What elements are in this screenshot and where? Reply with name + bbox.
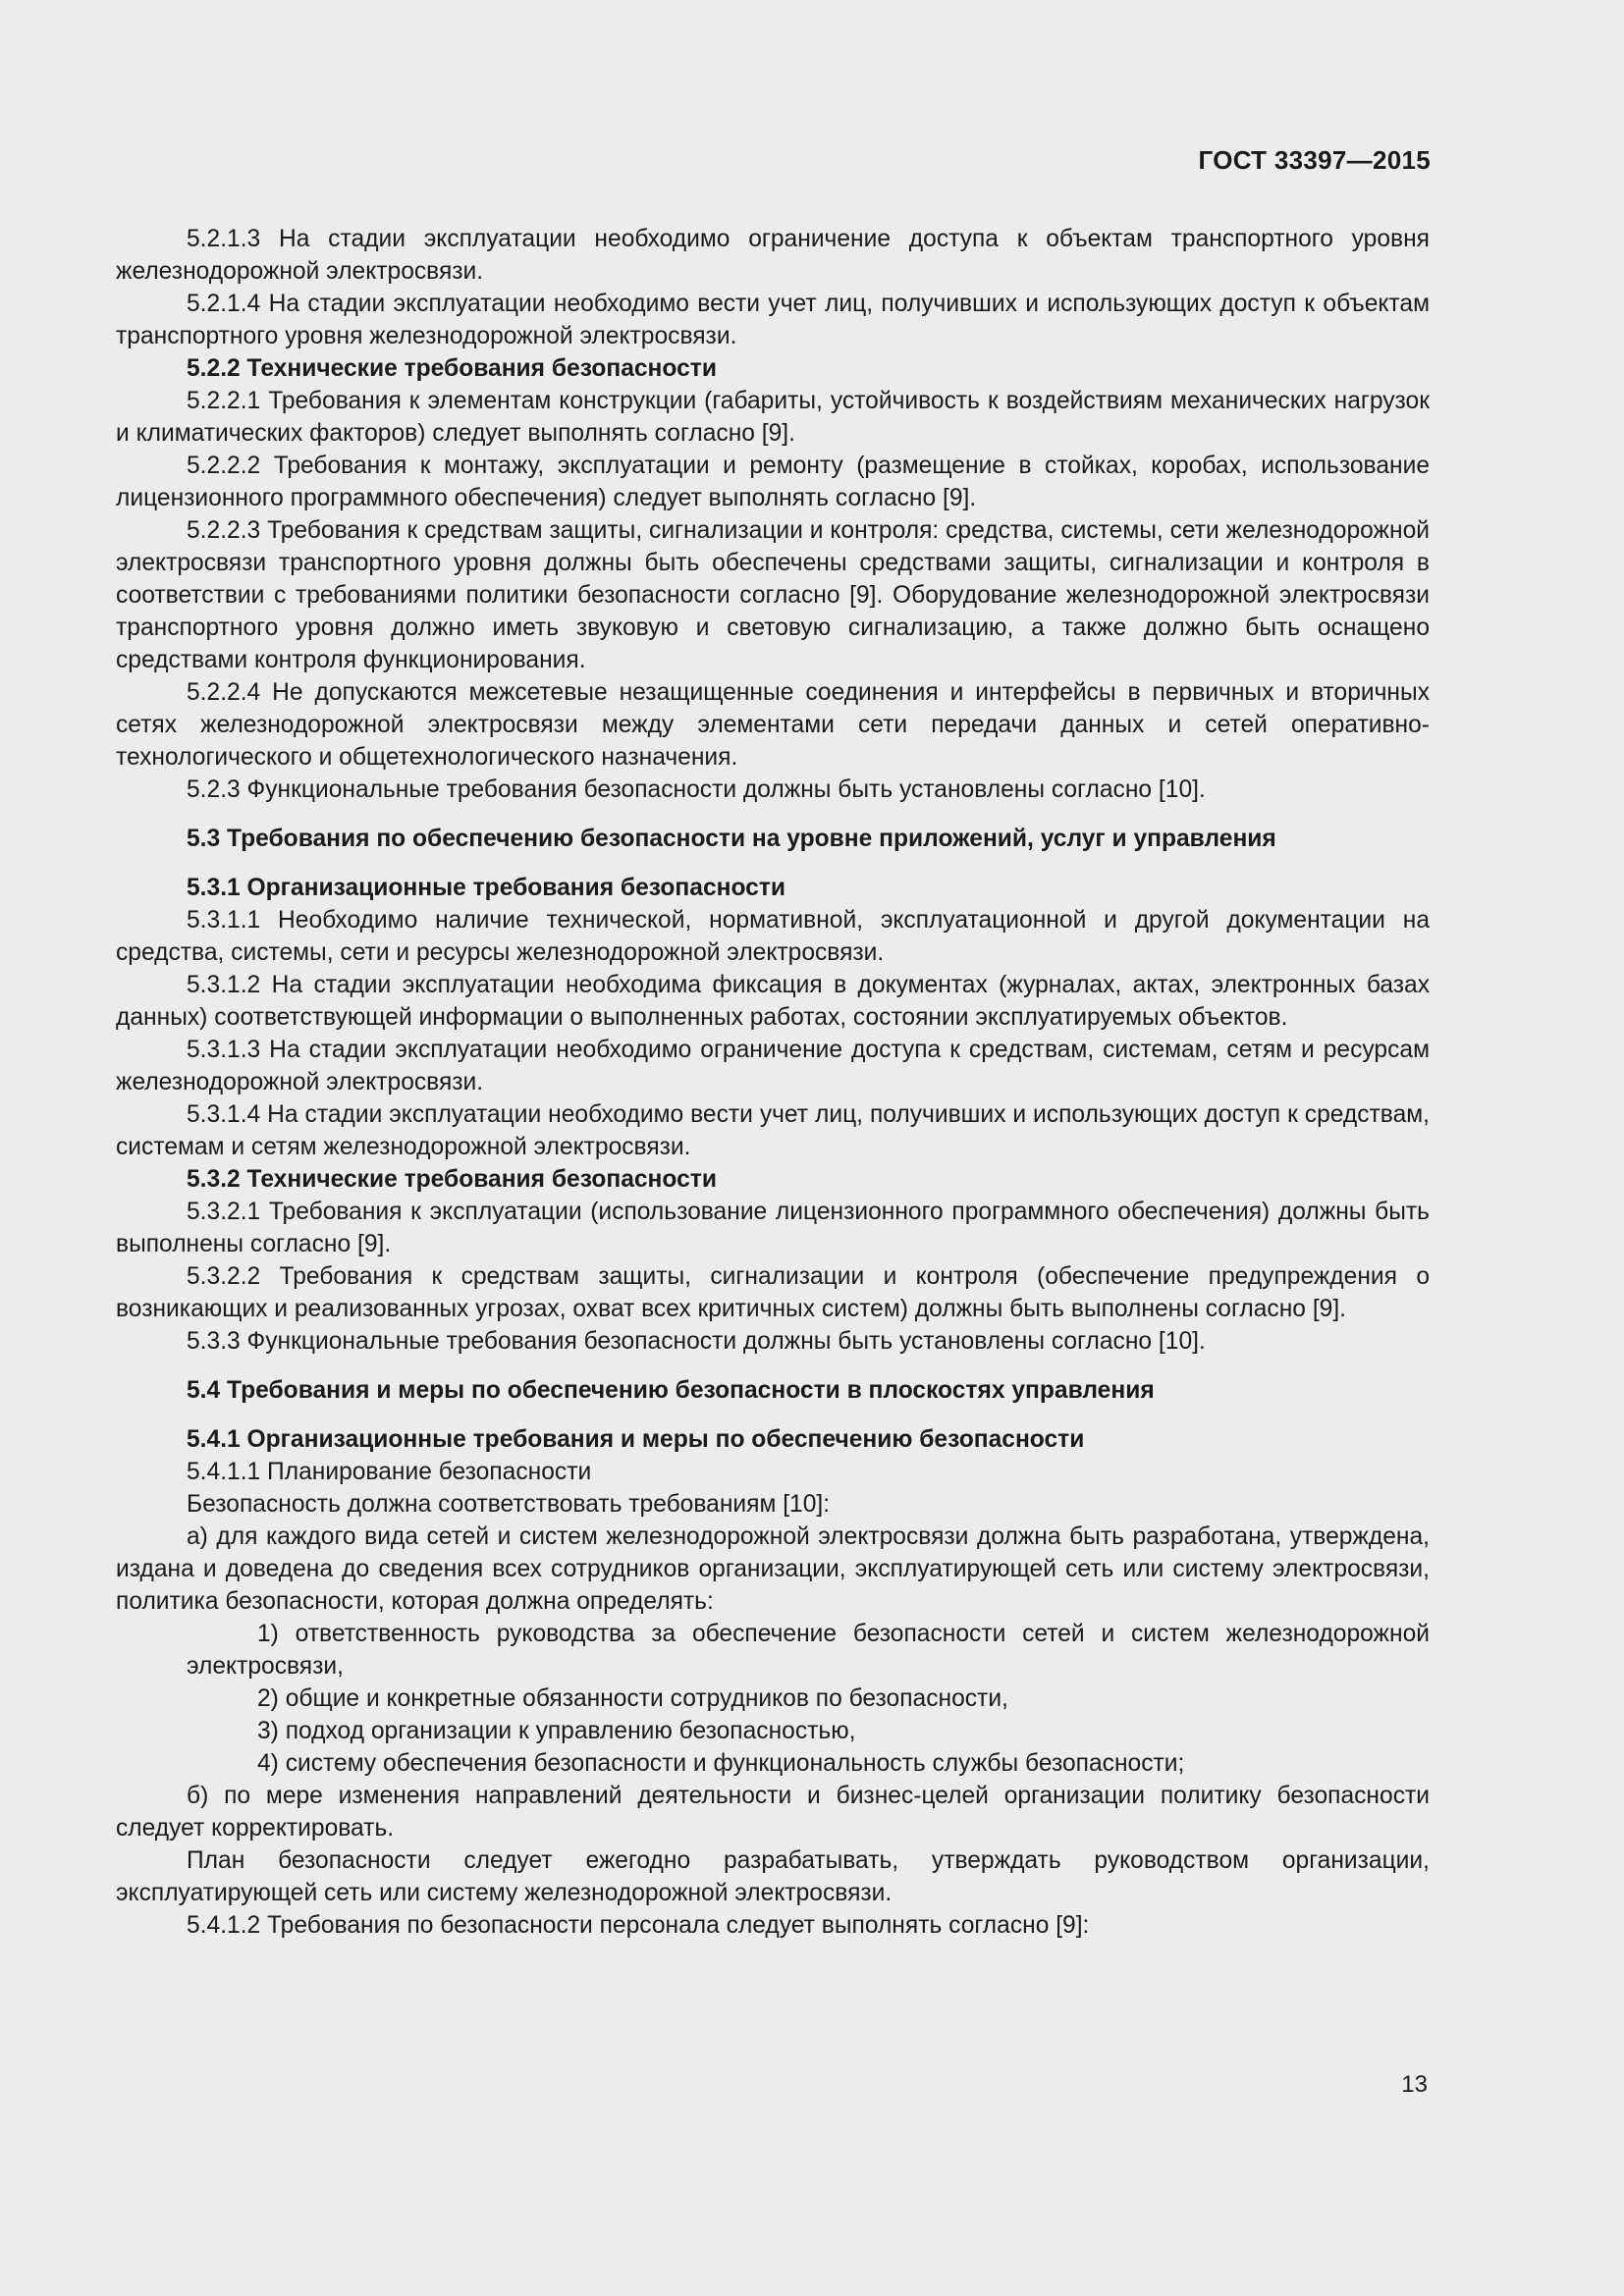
paragraph: 5.3.1.3 На стадии эксплуатации необходимо ограничение доступа к средствам, системам, сетям и ресурсам железнодорожной электросвязи.	[116, 1037, 1430, 1095]
paragraph: 5.3.3 Функциональные требования безопасности должны быть установлены согласно [10].	[187, 1328, 1206, 1355]
paragraph: 5.2.3 Функциональные требования безопасности должны быть установлены согласно [10].	[187, 776, 1206, 803]
paragraph: а) для каждого вида сетей и систем железнодорожной электросвязи должна быть разработана, утверждена, издана и доведена до сведения всех сотрудников организации, эксплуатирующей сеть или систему электросвязи, политика безопасности, которая должна определять:	[116, 1523, 1430, 1615]
subsection-heading: 5.4.1 Организационные требования и меры по обеспечению безопасности	[187, 1426, 1085, 1453]
subsection-heading: 5.3.1 Организационные требования безопасности	[187, 875, 786, 901]
document-body	[116, 223, 1430, 1942]
paragraph: 5.2.1.3 На стадии эксплуатации необходимо ограничение доступа к объектам транспортного уровня железнодорожной электросвязи.	[116, 226, 1430, 285]
document-header: ГОСТ 33397—2015	[1198, 145, 1431, 175]
list-item: 4) систему обеспечения безопасности и функциональность службы безопасности;	[257, 1750, 1185, 1777]
paragraph: 5.2.2.1 Требования к элементам конструкции (габариты, устойчивость к воздействиям механических нагрузок и климатических факторов) следует выполнять согласно [9].	[116, 388, 1430, 447]
paragraph: 5.3.1.4 На стадии эксплуатации необходимо вести учет лиц, получивших и использующих доступ к средствам, системам и сетям железнодорожной электросвязи.	[116, 1101, 1430, 1160]
subsection-heading: 5.3.2 Технические требования безопасности	[187, 1166, 717, 1193]
paragraph: 5.3.1.1 Необходимо наличие технической, нормативной, эксплуатационной и другой документации на средства, системы, сети и ресурсы железнодорожной электросвязи.	[116, 907, 1430, 966]
paragraph: План безопасности следует ежегодно разрабатывать, утверждать руководством организации, эксплуатирующей сеть или систему железнодорожной электросвязи.	[116, 1847, 1430, 1906]
subsection-heading: 5.2.2 Технические требования безопасности	[187, 355, 717, 382]
paragraph: 5.2.1.4 На стадии эксплуатации необходимо вести учет лиц, получивших и использующих доступ к объектам транспортного уровня железнодорожной электросвязи.	[116, 291, 1430, 349]
page-number: 13	[1401, 2071, 1428, 2098]
list-item: 1) ответственность руководства за обеспечение безопасности сетей и систем железнодорожной электросвязи,	[187, 1621, 1430, 1680]
paragraph: 5.4.1.2 Требования по безопасности персонала следует выполнять согласно [9]:	[187, 1912, 1090, 1939]
list-item: 2) общие и конкретные обязанности сотрудников по безопасности,	[257, 1685, 1008, 1712]
paragraph: 5.3.2.2 Требования к средствам защиты, сигнализации и контроля (обеспечение предупреждения о возникающих и реализованных угрозах, охват всех критичных систем) должны быть выполнены согласно [9].	[116, 1263, 1430, 1322]
paragraph: Безопасность должна соответствовать требованиям [10]:	[187, 1491, 831, 1518]
paragraph: б) по мере изменения направлений деятельности и бизнес-целей организации политику безопасности следует корректировать.	[116, 1783, 1430, 1842]
paragraph: 5.4.1.1 Планирование безопасности	[187, 1459, 592, 1485]
section-heading: 5.4 Требования и меры по обеспечению безопасности в плоскостях управления	[187, 1377, 1155, 1404]
list-item: 3) подход организации к управлению безопасностью,	[257, 1718, 856, 1744]
paragraph: 5.3.2.1 Требования к эксплуатации (использование лицензионного программного обеспечения) должны быть выполнены согласно [9].	[116, 1199, 1430, 1257]
paragraph: 5.2.2.2 Требования к монтажу, эксплуатации и ремонту (размещение в стойках, коробах, использование лицензионного программного обеспечения) следует выполнять согласно [9].	[116, 453, 1430, 511]
paragraph: 5.2.2.3 Требования к средствам защиты, сигнализации и контроля: средства, системы, сети железнодорожной электросвязи транспортного уровня должны быть обеспечены средствами защиты, сигнализации и контроля в соответствии с требованиями политики безопасности согласно [9]. Оборудование железнодорожной электросвязи транспортного уровня должно иметь звуковую и световую сигнализацию, а также должно быть оснащено средствами контроля функционирования.	[116, 517, 1430, 673]
section-heading: 5.3 Требования по обеспечению безопасности на уровне приложений, услуг и управления	[187, 826, 1276, 852]
paragraph: 5.3.1.2 На стадии эксплуатации необходима фиксация в документах (журналах, актах, электронных базах данных) соответствующей информации о выполненных работах, состоянии эксплуатируемых объектов.	[116, 972, 1430, 1031]
paragraph: 5.2.2.4 Не допускаются межсетевые незащищенные соединения и интерфейсы в первичных и вторичных сетях железнодорожной электросвязи между элементами сети передачи данных и сетей оперативно-технологического и общетехнологического назначения.	[116, 679, 1430, 771]
